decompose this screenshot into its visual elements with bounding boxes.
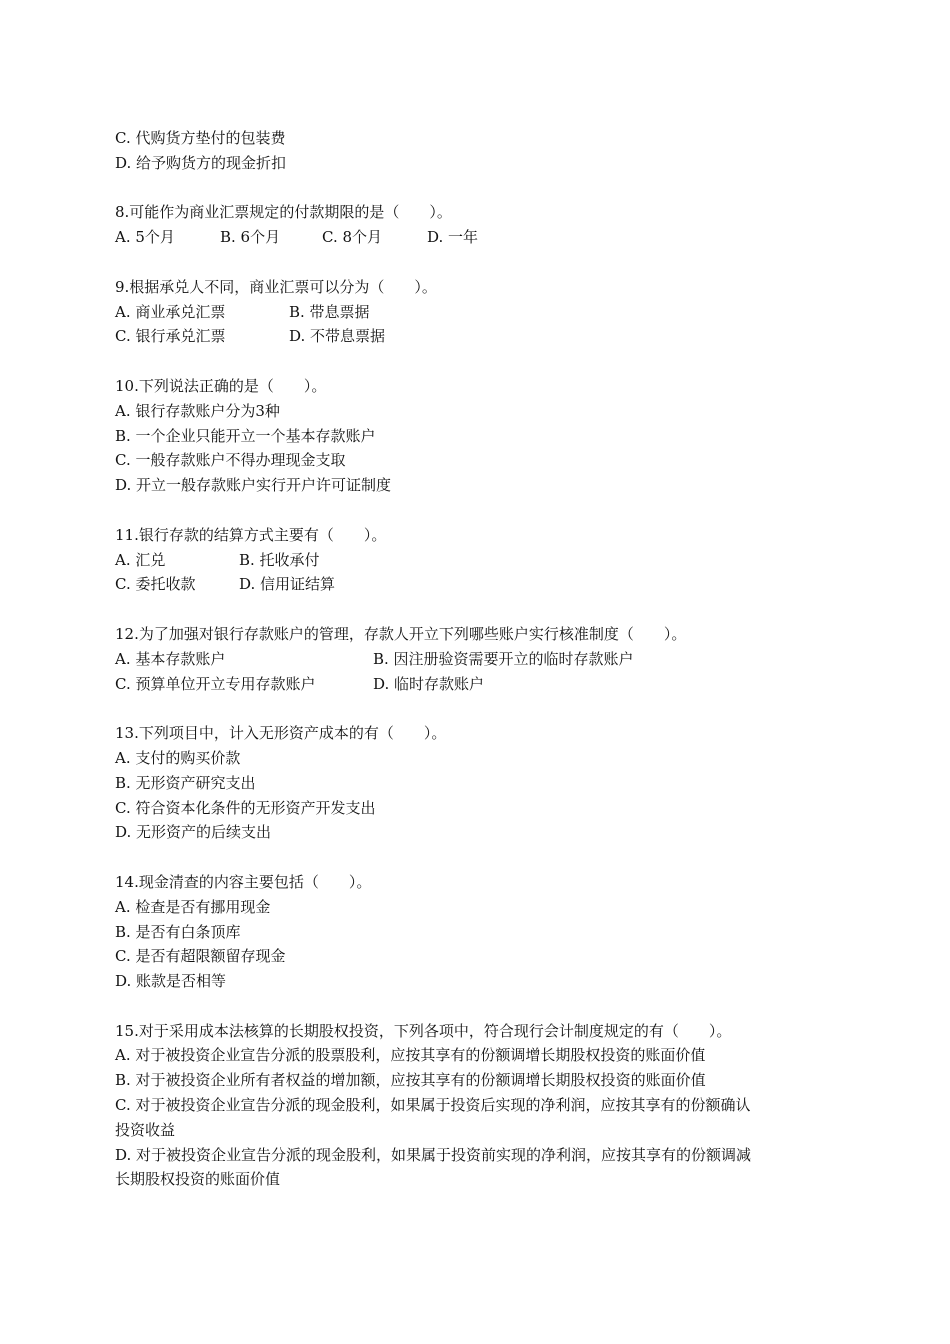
q12-options-row-2 [115, 672, 835, 697]
q13-stem: 13.下列项目中，计入无形资产成本的有（ ）。 [115, 724, 447, 743]
q15-option-a: A. 对于被投资企业宣告分派的股票股利，应按其享有的份额调增长期股权投资的账面价值 [115, 1046, 706, 1065]
q13-option-c: C. 符合资本化条件的无形资产开发支出 [115, 798, 376, 817]
q9-options-row-2 [115, 324, 835, 349]
q15-option-c-line-2: 投资收益 [115, 1120, 176, 1139]
q8-option-a: A. 5个月 [115, 228, 175, 247]
q9-option-b: B. 带息票据 [289, 302, 370, 321]
q10-stem: 10.下列说法正确的是（ ）。 [115, 376, 327, 395]
question-document [115, 126, 835, 1192]
q15-option-d-line-1: D. 对于被投资企业宣告分派的现金股利，如果属于投资前实现的净利润，应按其享有的份额调减 [115, 1145, 752, 1164]
q11-option-b: B. 托收承付 [239, 550, 320, 569]
spacer [115, 349, 835, 374]
q7-option-c: C. 代购货方垫付的包装费 [115, 129, 286, 147]
q9-option-d: D. 不带息票据 [289, 327, 386, 346]
q14-option-b: B. 是否有白条顶库 [115, 922, 241, 941]
q13-option-b: B. 无形资产研究支出 [115, 773, 256, 792]
q8-option-c: C. 8个月 [322, 228, 383, 247]
q8-stem: 8.可能作为商业汇票规定的付款期限的是（ ）。 [115, 203, 452, 222]
q9-options-row-1 [115, 300, 835, 325]
q11-stem: 11.银行存款的结算方式主要有（ ）。 [115, 525, 387, 544]
q12-options-row-1 [115, 647, 835, 672]
q8-options-row [115, 225, 835, 250]
q15-option-d-line-2: 长期股权投资的账面价值 [115, 1170, 281, 1189]
spacer [115, 845, 835, 870]
q8-option-b: B. 6个月 [220, 228, 281, 247]
q12-option-d: D. 临时存款账户 [373, 674, 485, 693]
q12-option-a: A. 基本存款账户 [115, 649, 226, 668]
spacer [115, 250, 835, 275]
q11-options-row-1 [115, 548, 835, 573]
spacer [115, 994, 835, 1019]
q15-stem: 15.对于采用成本法核算的长期股权投资，下列各项中，符合现行会计制度规定的有（ ）。 [115, 1021, 732, 1040]
q15-option-b: B. 对于被投资企业所有者权益的增加额，应按其享有的份额调增长期股权投资的账面价值 [115, 1071, 706, 1090]
q11-options-row-2 [115, 572, 835, 597]
q12-option-b: B. 因注册验资需要开立的临时存款账户 [373, 649, 634, 668]
q14-option-a: A. 检查是否有挪用现金 [115, 897, 271, 916]
q9-option-c: C. 银行承兑汇票 [115, 327, 226, 346]
q10-option-d: D. 开立一般存款账户实行开户许可证制度 [115, 476, 392, 495]
q7-option-d: D. 给予购货方的现金折扣 [115, 153, 287, 172]
q10-option-c: C. 一般存款账户不得办理现金支取 [115, 451, 346, 470]
q9-stem: 9.根据承兑人不同，商业汇票可以分为（ ）。 [115, 277, 437, 296]
spacer [115, 176, 835, 201]
spacer [115, 597, 835, 622]
q8-option-d: D. 一年 [427, 228, 479, 247]
q14-option-d: D. 账款是否相等 [115, 972, 227, 991]
q11-option-a: A. 汇兑 [115, 550, 166, 569]
q10-option-b: B. 一个企业只能开立一个基本存款账户 [115, 426, 376, 445]
q15-option-c-line-1: C. 对于被投资企业宣告分派的现金股利，如果属于投资后实现的净利润，应按其享有的份额确认 [115, 1096, 751, 1115]
q11-option-d: D. 信用证结算 [239, 575, 336, 594]
spacer [115, 498, 835, 523]
q10-option-a: A. 银行存款账户分为3种 [115, 401, 280, 420]
q13-option-a: A. 支付的购买价款 [115, 748, 241, 767]
spacer [115, 696, 835, 721]
q13-option-d: D. 无形资产的后续支出 [115, 823, 272, 842]
q12-option-c: C. 预算单位开立专用存款账户 [115, 674, 316, 693]
q14-option-c: C. 是否有超限额留存现金 [115, 947, 286, 966]
q12-stem: 12.为了加强对银行存款账户的管理，存款人开立下列哪些账户实行核准制度（ ）。 [115, 624, 687, 643]
q11-option-c: C. 委托收款 [115, 575, 196, 594]
q14-stem: 14.现金清查的内容主要包括（ ）。 [115, 872, 372, 891]
q9-option-a: A. 商业承兑汇票 [115, 302, 226, 321]
